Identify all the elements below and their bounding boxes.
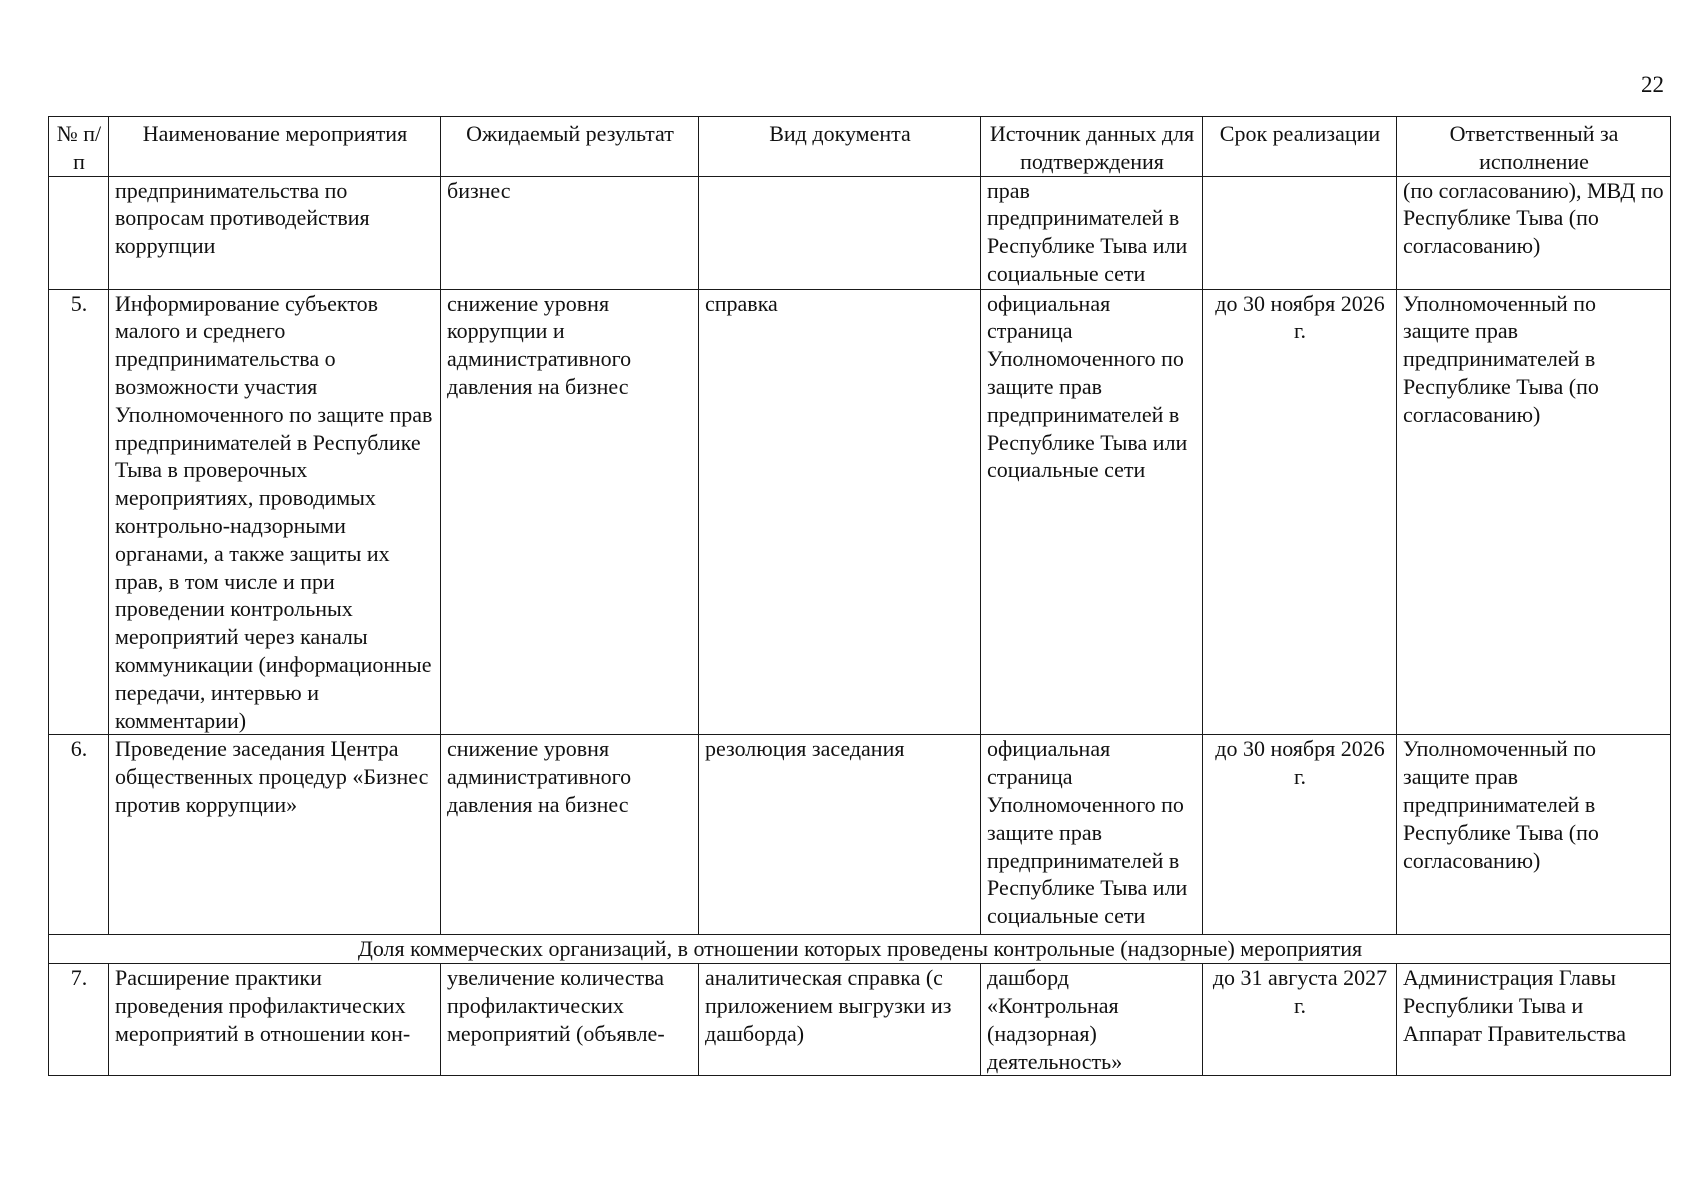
- cell-data-source: официальная страница Уполномоченного по защите прав предпринимателей в Республике Тыва или социальные сети: [981, 735, 1203, 935]
- cell-number: [49, 176, 109, 289]
- cell-document-type: резолюция заседания: [699, 735, 981, 935]
- cell-expected-result: увеличение количества профилактических мероприятий (объявле-: [441, 964, 699, 1076]
- cell-data-source: прав предпринимателей в Республике Тыва или социальные сети: [981, 176, 1203, 289]
- cell-deadline: до 30 ноября 2026 г.: [1203, 735, 1397, 935]
- section-header-row: [49, 935, 1671, 964]
- cell-expected-result: снижение уровня коррупции и административного давления на бизнес: [441, 289, 699, 735]
- table-header-row: [49, 117, 1671, 177]
- table-row: [49, 289, 1671, 735]
- cell-responsible: (по согласованию), МВД по Республике Тыва (по согласованию): [1397, 176, 1671, 289]
- cell-data-source: официальная страница Уполномоченного по защите прав предпринимателей в Республике Тыва или социальные сети: [981, 289, 1203, 735]
- cell-number: 6.: [49, 735, 109, 935]
- cell-expected-result: бизнес: [441, 176, 699, 289]
- header-responsible: Ответственный за исполнение: [1397, 117, 1671, 177]
- page-number: 22: [1641, 72, 1664, 97]
- section-title: Доля коммерческих организаций, в отношении которых проведены контрольные (надзорные) мероприятия: [49, 935, 1671, 964]
- cell-document-type: [699, 176, 981, 289]
- header-deadline: Срок реализации: [1203, 117, 1397, 177]
- table-row: [49, 964, 1671, 1076]
- cell-document-type: аналитическая справка (с приложением выгрузки из дашборда): [699, 964, 981, 1076]
- cell-responsible: Уполномоченный по защите прав предпринимателей в Республике Тыва (по согласованию): [1397, 735, 1671, 935]
- cell-responsible: Уполномоченный по защите прав предпринимателей в Республике Тыва (по согласованию): [1397, 289, 1671, 735]
- header-number: № п/п: [49, 117, 109, 177]
- table-row-continued: [49, 176, 1671, 289]
- header-expected-result: Ожидаемый результат: [441, 117, 699, 177]
- cell-responsible: Администрация Главы Республики Тыва и Аппарат Правительства: [1397, 964, 1671, 1076]
- cell-number: 5.: [49, 289, 109, 735]
- cell-expected-result: снижение уровня административного давления на бизнес: [441, 735, 699, 935]
- cell-measure-name: Расширение практики проведения профилактических мероприятий в отношении кон-: [109, 964, 441, 1076]
- cell-measure-name: Проведение заседания Центра общественных процедур «Бизнес против коррупции»: [109, 735, 441, 935]
- cell-measure-name: Информирование субъектов малого и среднего предпринимательства о возможности участия Уполномоченного по защите прав предпринимателей в Республике Тыва в проверочных мероприятиях, проводимых контрольно-надзорными органами, а также защиты их прав, в том числе и при проведении контрольных мероприятий через каналы коммуникации (информационные передачи, интервью и комментарии): [109, 289, 441, 735]
- cell-data-source: дашборд «Контрольная (надзорная) деятельность»: [981, 964, 1203, 1076]
- cell-measure-name: предпринимательства по вопросам противодействия коррупции: [109, 176, 441, 289]
- header-data-source: Источник данных для подтверждения: [981, 117, 1203, 177]
- cell-deadline: до 31 августа 2027 г.: [1203, 964, 1397, 1076]
- table-row: [49, 735, 1671, 935]
- cell-deadline: до 30 ноября 2026 г.: [1203, 289, 1397, 735]
- header-measure-name: Наименование мероприятия: [109, 117, 441, 177]
- cell-number: 7.: [49, 964, 109, 1076]
- cell-deadline: [1203, 176, 1397, 289]
- measures-table: [48, 116, 1671, 1076]
- cell-document-type: справка: [699, 289, 981, 735]
- header-document-type: Вид документа: [699, 117, 981, 177]
